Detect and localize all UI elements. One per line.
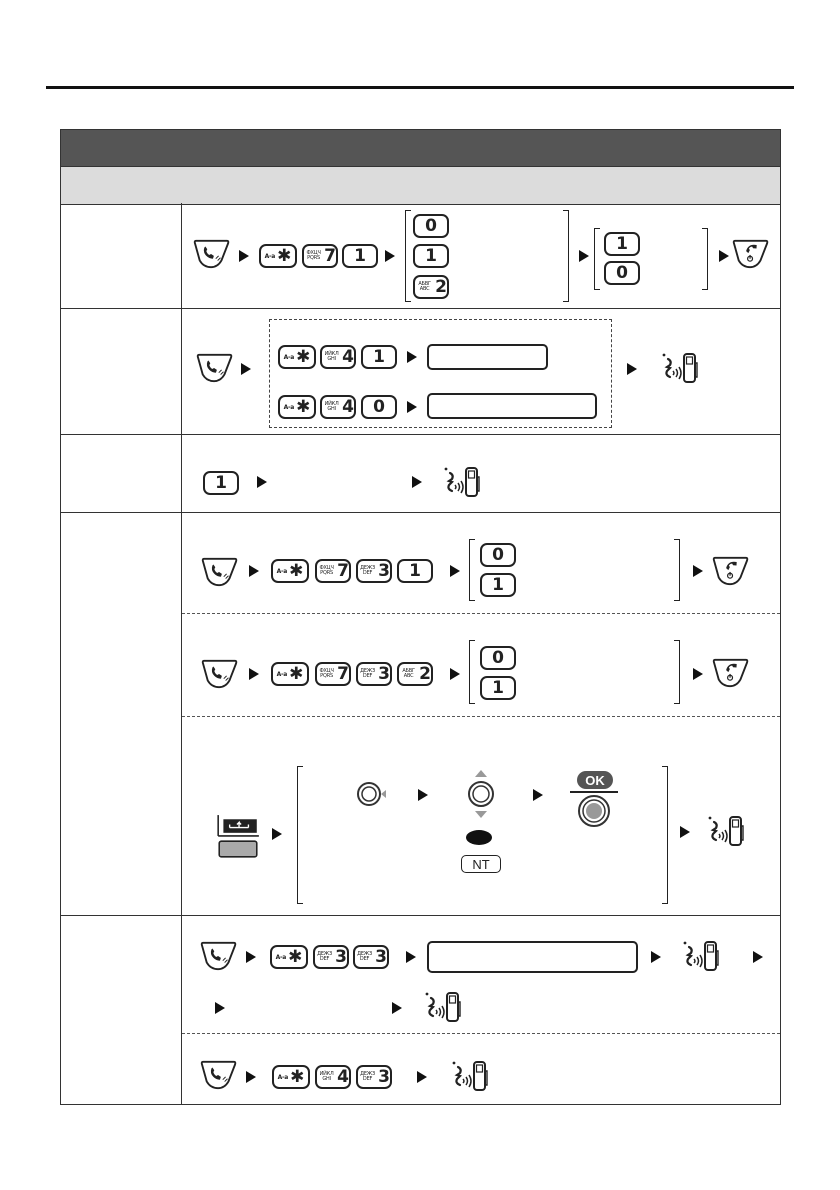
bracket-left xyxy=(297,766,303,904)
key-digit: 2 xyxy=(419,663,431,684)
arrow-icon xyxy=(215,1002,225,1014)
key-digit: 1 xyxy=(425,245,437,266)
key-4[interactable] xyxy=(320,395,356,419)
key-letters: ДЕЖЗ DEF xyxy=(360,1071,375,1082)
star-key[interactable] xyxy=(278,345,316,369)
asterisk-icon: ✱ xyxy=(288,946,303,967)
key-3[interactable] xyxy=(356,662,392,686)
sub-row-divider xyxy=(182,1033,780,1034)
bracket-right xyxy=(662,766,668,904)
talk-key-icon[interactable] xyxy=(193,238,231,270)
talk-key-icon[interactable] xyxy=(201,556,239,588)
column-divider xyxy=(181,203,182,1104)
key-letters: A-a xyxy=(276,670,288,678)
key-0[interactable] xyxy=(413,214,449,238)
key-1[interactable] xyxy=(397,559,433,583)
asterisk-icon: ✱ xyxy=(290,1066,305,1087)
number-entry-field[interactable] xyxy=(427,344,548,370)
key-3[interactable] xyxy=(353,945,389,969)
star-key[interactable] xyxy=(270,945,308,969)
arrow-icon xyxy=(246,951,256,963)
asterisk-icon: ✱ xyxy=(277,245,292,266)
key-7[interactable] xyxy=(315,662,351,686)
key-letters: ДЕЖЗ DEF xyxy=(317,951,332,962)
row-divider xyxy=(61,434,780,435)
key-digit: 0 xyxy=(373,396,385,417)
talk-key-icon[interactable] xyxy=(200,1059,238,1091)
ok-key-icon[interactable] xyxy=(577,794,611,828)
arrow-icon xyxy=(246,1071,256,1083)
key-digit: 7 xyxy=(337,560,349,581)
key-digit: 3 xyxy=(335,946,347,967)
star-key[interactable] xyxy=(272,1065,310,1089)
key-2[interactable] xyxy=(413,275,449,299)
navigator-key-icon[interactable] xyxy=(355,779,395,809)
arrow-icon xyxy=(407,401,417,413)
sub-row-divider xyxy=(182,716,780,717)
ok-label: OK xyxy=(577,771,613,789)
arrow-icon xyxy=(579,250,589,262)
key-digit: 3 xyxy=(375,946,387,967)
key-digit: 3 xyxy=(378,1066,390,1087)
arrow-icon xyxy=(450,565,460,577)
key-letters: A-a xyxy=(277,1073,289,1081)
asterisk-icon: ✱ xyxy=(289,560,304,581)
key-letters: A-a xyxy=(283,353,295,361)
key-letters: A-a xyxy=(275,953,287,961)
arrow-icon xyxy=(753,951,763,963)
key-3[interactable] xyxy=(356,1065,392,1089)
off-key-icon[interactable] xyxy=(732,238,770,270)
arrow-icon xyxy=(627,363,637,375)
key-letters: A-a xyxy=(276,567,288,575)
arrow-icon xyxy=(651,951,661,963)
key-1[interactable] xyxy=(604,232,640,256)
section-row xyxy=(61,166,780,205)
number-entry-field[interactable] xyxy=(427,941,638,973)
off-key-icon[interactable] xyxy=(712,657,750,689)
key-digit: 4 xyxy=(337,1066,349,1087)
key-letters: A-a xyxy=(264,252,276,260)
talk-key-icon[interactable] xyxy=(196,352,234,384)
arrow-icon xyxy=(385,250,395,262)
top-rule xyxy=(46,86,794,89)
star-key[interactable] xyxy=(271,662,309,686)
key-digit: 2 xyxy=(435,276,447,297)
arrow-icon xyxy=(412,476,422,488)
arrow-icon xyxy=(406,951,416,963)
arrow-icon xyxy=(249,565,259,577)
row-divider xyxy=(61,512,780,513)
confirmation-tone-icon xyxy=(680,938,724,974)
asterisk-icon: ✱ xyxy=(296,396,311,417)
key-3[interactable] xyxy=(313,945,349,969)
arrow-icon xyxy=(680,826,690,838)
key-letters: ФХЦЧ PQRS xyxy=(319,565,334,576)
key-0[interactable] xyxy=(604,261,640,285)
key-digit: 3 xyxy=(378,560,390,581)
arrow-icon xyxy=(533,789,543,801)
header-cell-operation xyxy=(182,130,780,166)
confirmation-tone-icon xyxy=(422,989,466,1025)
row-divider xyxy=(61,915,780,916)
soft-key-icon[interactable] xyxy=(217,813,259,861)
number-entry-field[interactable] xyxy=(427,393,597,419)
bracket-left xyxy=(405,210,411,302)
arrow-icon xyxy=(418,789,428,801)
arrow-icon xyxy=(407,351,417,363)
arrow-icon xyxy=(392,1002,402,1014)
key-1[interactable] xyxy=(203,471,239,495)
asterisk-icon: ✱ xyxy=(296,346,311,367)
key-letters: ИЙКЛ GHI xyxy=(324,351,339,362)
key-digit: 4 xyxy=(342,346,354,367)
navigator-up-down-icon[interactable] xyxy=(466,768,496,820)
key-4[interactable] xyxy=(320,345,356,369)
arrow-icon xyxy=(272,828,282,840)
divider-line xyxy=(570,791,618,793)
bracket-right xyxy=(563,210,569,302)
key-0[interactable] xyxy=(480,646,516,670)
key-1[interactable] xyxy=(413,244,449,268)
key-digit: 7 xyxy=(337,663,349,684)
key-digit: 0 xyxy=(616,262,628,283)
key-letters: ДЕЖЗ DEF xyxy=(357,951,372,962)
key-letters: АБВГ ABC xyxy=(402,668,415,679)
arrow-icon xyxy=(693,668,703,680)
key-0[interactable] xyxy=(480,543,516,567)
bracket-left xyxy=(469,539,475,601)
asterisk-icon: ✱ xyxy=(289,663,304,684)
key-digit: 1 xyxy=(492,677,504,698)
header-cell-feature xyxy=(61,130,183,166)
key-digit: 3 xyxy=(378,663,390,684)
key-letters: ИЙКЛ GHI xyxy=(319,1071,334,1082)
star-key[interactable] xyxy=(278,395,316,419)
arrow-icon xyxy=(239,250,249,262)
bracket-left xyxy=(469,640,475,704)
confirmation-tone-icon xyxy=(705,813,749,849)
key-digit: 0 xyxy=(492,647,504,668)
key-letters: ФХЦЧ PQRS xyxy=(306,250,321,261)
key-digit: 1 xyxy=(373,346,385,367)
bracket-left xyxy=(594,228,600,290)
off-key-icon[interactable] xyxy=(712,555,750,587)
key-2[interactable] xyxy=(397,662,433,686)
key-digit: 0 xyxy=(425,215,437,236)
key-digit: 7 xyxy=(324,245,336,266)
key-letters: АБВГ ABC xyxy=(418,281,431,292)
talk-key-icon[interactable] xyxy=(201,658,239,690)
key-digit: 1 xyxy=(616,233,628,254)
talk-key-icon[interactable] xyxy=(200,940,238,972)
key-letters: A-a xyxy=(283,403,295,411)
arrow-icon xyxy=(249,668,259,680)
key-digit: 1 xyxy=(492,574,504,595)
key-0[interactable] xyxy=(361,395,397,419)
bracket-right xyxy=(702,228,708,290)
key-1[interactable] xyxy=(361,345,397,369)
key-digit: 1 xyxy=(215,472,227,493)
row-divider xyxy=(61,308,780,309)
arrow-icon xyxy=(693,565,703,577)
nt-badge: NT xyxy=(461,855,501,873)
arrow-icon xyxy=(719,250,729,262)
arrow-icon xyxy=(241,363,251,375)
key-7[interactable] xyxy=(302,244,338,268)
key-letters: ДЕЖЗ DEF xyxy=(360,565,375,576)
confirmation-tone-icon xyxy=(449,1058,493,1094)
key-digit: 4 xyxy=(342,396,354,417)
key-digit: 1 xyxy=(354,245,366,266)
key-1[interactable] xyxy=(480,573,516,597)
key-1[interactable] xyxy=(342,244,378,268)
arrow-icon xyxy=(450,668,460,680)
bracket-right xyxy=(674,539,680,601)
key-letters: ФХЦЧ PQRS xyxy=(319,668,334,679)
arrow-icon xyxy=(417,1071,427,1083)
key-4[interactable] xyxy=(315,1065,351,1089)
key-letters: ИЙКЛ GHI xyxy=(324,401,339,412)
confirmation-tone-icon xyxy=(441,464,485,500)
star-key[interactable] xyxy=(271,559,309,583)
confirmation-tone-icon xyxy=(659,350,703,386)
key-letters: ДЕЖЗ DEF xyxy=(360,668,375,679)
key-digit: 1 xyxy=(409,560,421,581)
star-key[interactable] xyxy=(259,244,297,268)
key-3[interactable] xyxy=(356,559,392,583)
arrow-icon xyxy=(257,476,267,488)
key-digit: 0 xyxy=(492,544,504,565)
key-1[interactable] xyxy=(480,676,516,700)
key-7[interactable] xyxy=(315,559,351,583)
indicator-dot-icon xyxy=(466,830,492,845)
sub-row-divider xyxy=(182,613,780,614)
bracket-right xyxy=(674,640,680,704)
